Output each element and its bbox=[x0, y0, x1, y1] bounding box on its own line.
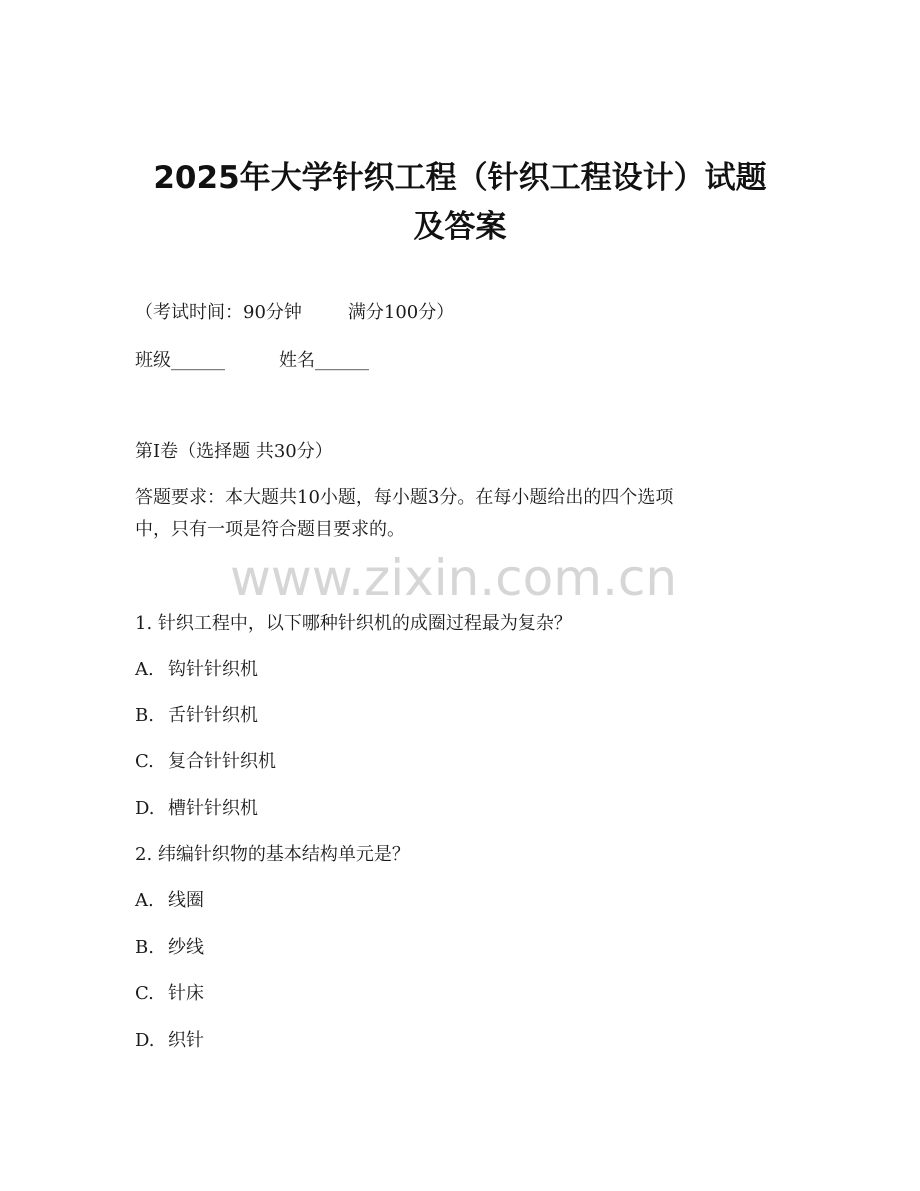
option-text: 复合针针织机 bbox=[168, 751, 276, 772]
option-label: C. bbox=[135, 751, 154, 772]
option-text: 针床 bbox=[168, 983, 204, 1004]
question-1-option-b bbox=[135, 703, 258, 729]
question-2: 2. 纬编针织物的基本结构单元是？ bbox=[135, 844, 410, 865]
option-label: A. bbox=[135, 659, 154, 680]
option-text: 纱线 bbox=[168, 937, 204, 958]
class-field: 班级______ bbox=[135, 350, 225, 371]
question-1-option-d bbox=[135, 796, 258, 822]
exam-score: 满分100分） bbox=[347, 302, 455, 323]
option-label: B. bbox=[135, 937, 154, 958]
option-label: B. bbox=[135, 705, 154, 726]
exam-time: （考试时间：90分钟 bbox=[135, 302, 302, 323]
option-text: 织针 bbox=[168, 1030, 204, 1051]
question-2-option-b bbox=[135, 935, 204, 961]
option-label: A. bbox=[135, 890, 154, 911]
option-label: D. bbox=[135, 798, 155, 819]
student-fields bbox=[135, 348, 369, 374]
watermark: www.zixin.com.cn bbox=[230, 549, 678, 607]
question-2-option-a bbox=[135, 888, 204, 914]
question-1-option-a bbox=[135, 657, 258, 683]
option-label: C. bbox=[135, 983, 154, 1004]
document-title-line-2: 及答案 bbox=[413, 209, 507, 245]
exam-info bbox=[135, 300, 454, 326]
document-title-line-1: 2025年大学针织工程（针织工程设计）试题 bbox=[153, 160, 767, 196]
question-2-option-c bbox=[135, 981, 204, 1007]
section-heading: 第I卷（选择题 共30分） bbox=[135, 441, 333, 462]
name-field: 姓名______ bbox=[279, 350, 369, 371]
option-label: D. bbox=[135, 1030, 155, 1051]
question-1: 1. 针织工程中，以下哪种针织机的成圈过程最为复杂？ bbox=[135, 613, 572, 634]
option-text: 线圈 bbox=[168, 890, 204, 911]
section-instruction-line-1: 答题要求：本大题共10小题，每小题3分。在每小题给出的四个选项 bbox=[135, 487, 674, 508]
section-instruction-line-2: 中，只有一项是符合题目要求的。 bbox=[135, 519, 405, 540]
question-2-option-d bbox=[135, 1028, 204, 1054]
option-text: 舌针针织机 bbox=[168, 705, 258, 726]
option-text: 钩针针织机 bbox=[168, 659, 258, 680]
option-text: 槽针针织机 bbox=[168, 798, 258, 819]
question-1-option-c bbox=[135, 749, 276, 775]
